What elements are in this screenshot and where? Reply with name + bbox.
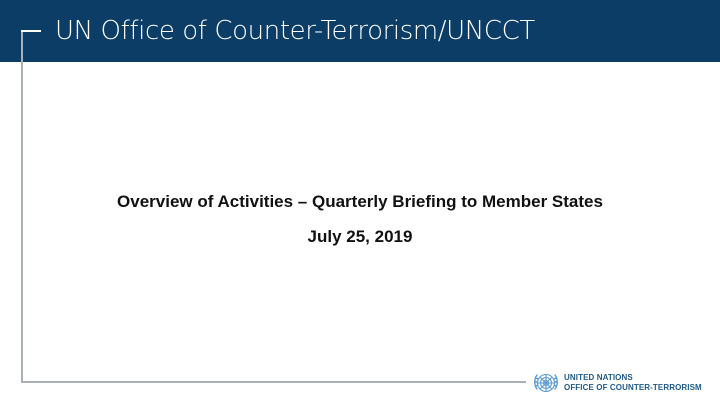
frame-horizontal-line	[21, 381, 526, 383]
slide-subtitle: Overview of Activities – Quarterly Briefing to Member States	[117, 192, 603, 211]
slide-title: UN Office of Counter-Terrorism/UNCCT	[55, 16, 535, 46]
un-oct-logo	[532, 369, 714, 397]
un-emblem-icon	[532, 369, 560, 397]
frame-top-tick	[21, 30, 41, 32]
slide-date: July 25, 2019	[307, 227, 413, 246]
logo-line-1: UNITED NATIONS	[564, 373, 633, 382]
logo-line-2: OFFICE OF COUNTER-TERRORISM	[564, 383, 702, 392]
title-bar	[0, 0, 720, 62]
